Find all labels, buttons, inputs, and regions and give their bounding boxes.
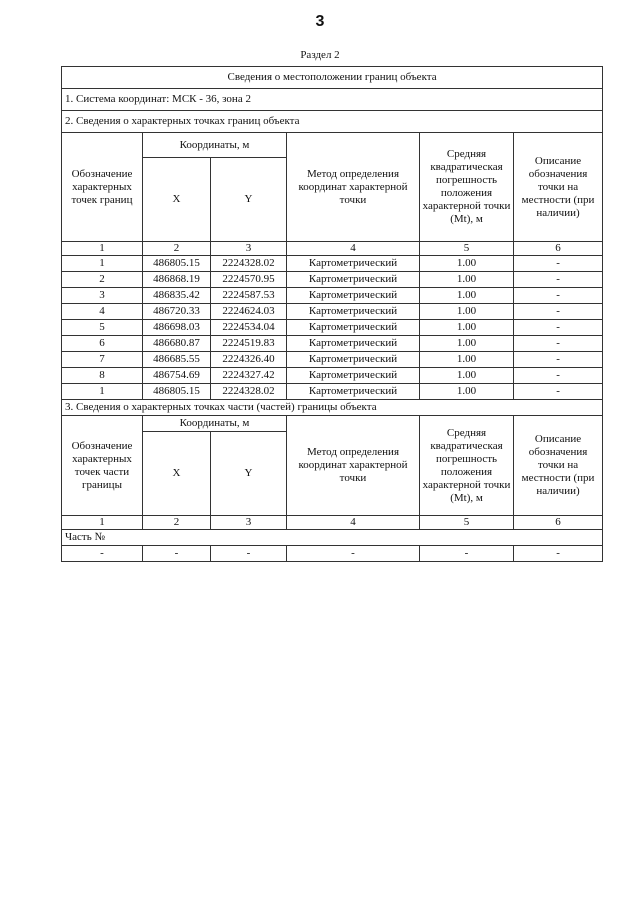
point-designation: 8 [62,368,143,384]
point-accuracy: 1.00 [420,272,514,288]
table-row [62,304,603,320]
header-method: Метод определения координат характерной точки [287,416,420,516]
section-3-title: 3. Сведения о характерных точках части (частей) границы объекта [62,400,603,416]
point-x: 486805.15 [143,384,211,400]
point-description: - [514,256,603,272]
column-number: 1 [62,242,143,256]
point-y: 2224328.02 [211,384,287,400]
point-y: 2224327.42 [211,368,287,384]
point-x: 486835.42 [143,288,211,304]
point-accuracy: 1.00 [420,304,514,320]
point-designation: 4 [62,304,143,320]
empty-cell: - [420,546,514,562]
header-y: Y [211,432,287,516]
point-method: Картометрический [287,304,420,320]
empty-cell: - [62,546,143,562]
point-method: Картометрический [287,336,420,352]
column-number: 3 [211,516,287,530]
point-x: 486698.03 [143,320,211,336]
header-designation: Обозначение характерных точек части границы [62,416,143,516]
column-number-row [62,242,603,256]
header-x: X [143,432,211,516]
point-x: 486805.15 [143,256,211,272]
point-method: Картометрический [287,256,420,272]
table-row [62,384,603,400]
point-accuracy: 1.00 [420,256,514,272]
point-method: Картометрический [287,352,420,368]
point-method: Картометрический [287,368,420,384]
point-y: 2224326.40 [211,352,287,368]
column-number: 2 [143,516,211,530]
point-method: Картометрический [287,288,420,304]
section-2-title: 2. Сведения о характерных точках границ объекта [62,111,603,133]
column-number: 3 [211,242,287,256]
point-designation: 5 [62,320,143,336]
point-accuracy: 1.00 [420,336,514,352]
column-number: 6 [514,242,603,256]
coordinate-system: 1. Система координат: МСК - 36, зона 2 [62,89,603,111]
point-accuracy: 1.00 [420,368,514,384]
point-x: 486685.55 [143,352,211,368]
header-row [62,133,603,158]
point-x: 486868.19 [143,272,211,288]
column-number: 2 [143,242,211,256]
point-y: 2224519.83 [211,336,287,352]
point-designation: 7 [62,352,143,368]
point-x: 486720.33 [143,304,211,320]
point-description: - [514,304,603,320]
point-y: 2224624.03 [211,304,287,320]
point-method: Картометрический [287,384,420,400]
point-description: - [514,352,603,368]
column-number-row [62,516,603,530]
empty-cell: - [514,546,603,562]
section-label: Раздел 2 [300,49,340,61]
point-y: 2224328.02 [211,256,287,272]
header-accuracy: Средняя квадратическая погрешность положения характерной точки (Mt), м [420,416,514,516]
column-number: 4 [287,242,420,256]
point-x: 486680.87 [143,336,211,352]
table-row [62,256,603,272]
header-method: Метод определения координат характерной точки [287,133,420,242]
table-row [62,546,603,562]
point-y: 2224587.53 [211,288,287,304]
point-description: - [514,336,603,352]
boundaries-table [61,66,603,562]
column-number: 4 [287,516,420,530]
header-coordinates: Координаты, м [143,133,287,158]
section-3-title-row [62,400,603,416]
point-accuracy: 1.00 [420,320,514,336]
page-number: 3 [315,13,325,30]
main-title-row [62,67,603,89]
point-designation: 3 [62,288,143,304]
point-method: Картометрический [287,320,420,336]
table-row [62,352,603,368]
header-designation: Обозначение характерных точек границ [62,133,143,242]
column-number: 6 [514,516,603,530]
part-label: Часть № [62,530,603,546]
point-description: - [514,384,603,400]
header-accuracy: Средняя квадратическая погрешность положения характерной точки (Mt), м [420,133,514,242]
point-description: - [514,368,603,384]
point-x: 486754.69 [143,368,211,384]
column-number: 1 [62,516,143,530]
point-accuracy: 1.00 [420,288,514,304]
part-label-row [62,530,603,546]
point-designation: 2 [62,272,143,288]
section-2-title-row [62,111,603,133]
point-y: 2224570.95 [211,272,287,288]
point-accuracy: 1.00 [420,352,514,368]
point-accuracy: 1.00 [420,384,514,400]
column-number: 5 [420,516,514,530]
empty-cell: - [143,546,211,562]
point-description: - [514,288,603,304]
table-row [62,288,603,304]
header-description: Описание обозначения точки на местности (при наличии) [514,133,603,242]
main-title: Сведения о местоположении границ объекта [62,67,603,89]
header-row [62,416,603,432]
table-row [62,320,603,336]
empty-cell: - [211,546,287,562]
point-method: Картометрический [287,272,420,288]
point-y: 2224534.04 [211,320,287,336]
header-coordinates: Координаты, м [143,416,287,432]
point-description: - [514,272,603,288]
header-y: Y [211,158,287,242]
column-number: 5 [420,242,514,256]
header-description: Описание обозначения точки на местности (при наличии) [514,416,603,516]
table-row [62,368,603,384]
empty-cell: - [287,546,420,562]
table-row [62,272,603,288]
coordinate-system-row [62,89,603,111]
point-designation: 1 [62,256,143,272]
point-designation: 6 [62,336,143,352]
header-x: X [143,158,211,242]
point-description: - [514,320,603,336]
point-designation: 1 [62,384,143,400]
table-row [62,336,603,352]
